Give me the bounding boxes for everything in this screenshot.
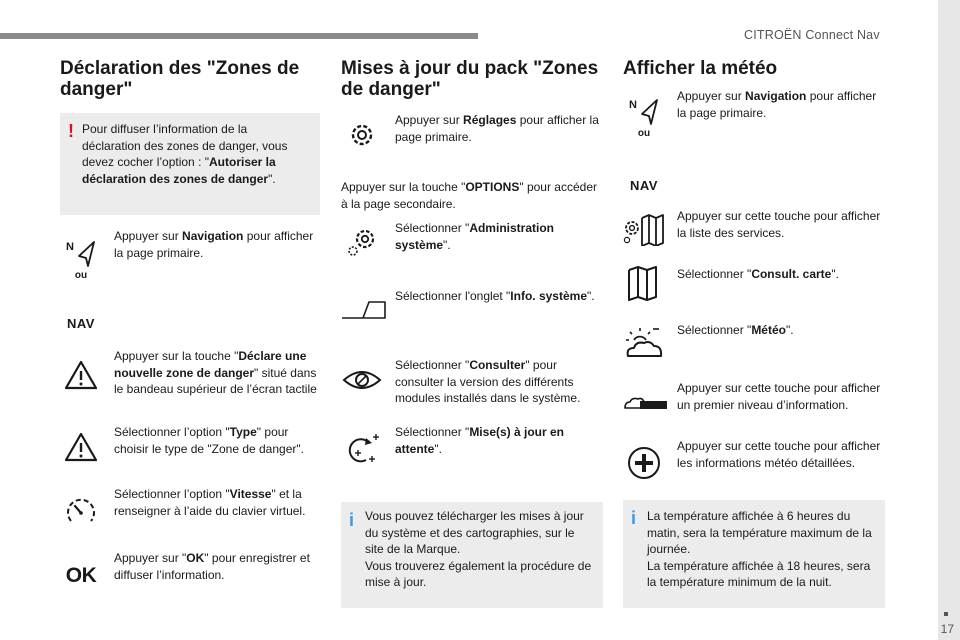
speedometer-icon xyxy=(60,496,102,528)
column-weather xyxy=(623,58,885,589)
step-options: Appuyer sur la touche "OPTIONS" pour accéder à la page secondaire. xyxy=(341,180,597,211)
column-updates xyxy=(341,58,603,589)
step-level1 xyxy=(623,380,885,434)
side-band xyxy=(938,0,960,640)
tab-icon xyxy=(341,298,387,320)
step-settings xyxy=(341,112,603,156)
warning-triangle-icon xyxy=(60,360,102,390)
step-navigation xyxy=(623,88,885,154)
navigation-icon xyxy=(60,238,102,281)
page-dot xyxy=(944,612,948,616)
step-info-tab xyxy=(341,288,603,332)
step-speed xyxy=(60,486,320,536)
ok-key-label: OK xyxy=(65,564,97,587)
step-text: Sélectionner l'onglet "Info. système". xyxy=(395,289,595,303)
step-weather xyxy=(623,322,885,366)
info-mark: i xyxy=(631,508,637,528)
info-box xyxy=(341,502,603,608)
section-heading: Mises à jour du pack "Zones de danger" xyxy=(341,58,599,100)
warning-mark: ! xyxy=(68,121,74,141)
step-text: Sélectionner "Consulter" pour consulter la version des différents modules installés dans le système. xyxy=(395,358,581,405)
warning-text: Pour diffuser l’information de la déclaration des zones de danger, vous devez cocher l’option : " xyxy=(82,122,288,169)
step-text: Sélectionner l’option "Vitesse" et la renseigner à l’aide du clavier virtuel. xyxy=(114,487,306,518)
nav-key xyxy=(623,178,885,198)
info-text: Vous trouverez également la procédure de mise à jour. xyxy=(365,558,592,589)
warning-box xyxy=(60,113,320,215)
step-type xyxy=(60,424,320,474)
step-navigation xyxy=(60,228,320,288)
step-declare xyxy=(60,348,320,418)
step-text: Sélectionner l’option "Type" pour choisir le type de "Zone de danger". xyxy=(114,425,304,456)
step-text: Appuyer sur "OK" pour enregistrer et diffuser l’information. xyxy=(114,551,310,582)
step-ok xyxy=(60,550,320,590)
update-icon xyxy=(341,430,383,466)
step-text: Appuyer sur cette touche pour afficher un premier niveau d’information. xyxy=(677,381,881,412)
warning-bold: Autoriser la déclaration des zones de danger xyxy=(82,155,276,186)
map-icon xyxy=(623,266,665,302)
nav-key-label: NAV xyxy=(67,316,95,331)
warning-text-end: ". xyxy=(268,171,276,186)
step-text: Appuyer sur cette touche pour afficher la liste des services. xyxy=(677,209,881,240)
step-services xyxy=(623,208,885,252)
header-title: CITROËN Connect Nav xyxy=(744,28,880,42)
info-box xyxy=(623,500,885,608)
weather-level-icon xyxy=(623,396,669,410)
step-text: Sélectionner "Mise(s) à jour en attente". xyxy=(395,425,564,456)
services-map-icon xyxy=(623,214,669,246)
ok-key xyxy=(60,564,102,588)
header-rule xyxy=(0,33,478,39)
page-number: 17 xyxy=(940,622,954,636)
settings-gear-icon xyxy=(341,120,383,150)
step-text: Appuyer sur Navigation pour afficher la page primaire. xyxy=(677,89,877,120)
info-text: La température affichée à 6 heures du matin, sera la température maximum de la journée. xyxy=(647,509,872,556)
system-gears-icon xyxy=(341,226,383,258)
or-label: ou xyxy=(637,128,651,139)
step-text: Appuyer sur cette touche pour afficher les informations météo détaillées. xyxy=(677,439,881,470)
step-text: Sélectionner "Administration système". xyxy=(395,221,554,252)
step-text: Appuyer sur Réglages pour afficher la page primaire. xyxy=(395,113,599,144)
step-details xyxy=(623,438,885,492)
svg-text:N: N xyxy=(629,99,637,111)
info-text: La température affichée à 18 heures, sera la température minimum de la nuit. xyxy=(647,558,871,589)
plus-circle-icon xyxy=(623,446,665,480)
section-heading: Afficher la météo xyxy=(623,58,778,79)
warning-triangle-icon xyxy=(60,432,102,462)
step-map xyxy=(623,266,885,306)
step-admin xyxy=(341,220,603,264)
step-pending xyxy=(341,424,603,474)
navigation-icon xyxy=(623,96,665,139)
or-label: ou xyxy=(74,270,88,281)
step-text: Sélectionner "Météo". xyxy=(677,323,794,337)
column-danger-zones xyxy=(60,58,320,587)
info-mark: i xyxy=(349,510,355,530)
eye-icon xyxy=(341,365,383,395)
step-text: Sélectionner "Consult. carte". xyxy=(677,267,839,281)
nav-key xyxy=(60,316,320,336)
section-heading: Déclaration des "Zones de danger" xyxy=(60,58,300,100)
nav-key-label: NAV xyxy=(630,178,658,193)
info-text: Vous pouvez télécharger les mises à jour du système et des cartographies, sur le site de la Marque. xyxy=(365,509,584,556)
step-text: Appuyer sur Navigation pour afficher la page primaire. xyxy=(114,229,314,260)
step-text: Appuyer sur la touche "Déclare une nouvelle zone de danger" situé dans le bandeau supérieur de l’écran tactile xyxy=(114,349,317,396)
svg-text:N: N xyxy=(66,241,74,253)
weather-icon xyxy=(623,326,665,360)
step-consult xyxy=(341,357,603,413)
